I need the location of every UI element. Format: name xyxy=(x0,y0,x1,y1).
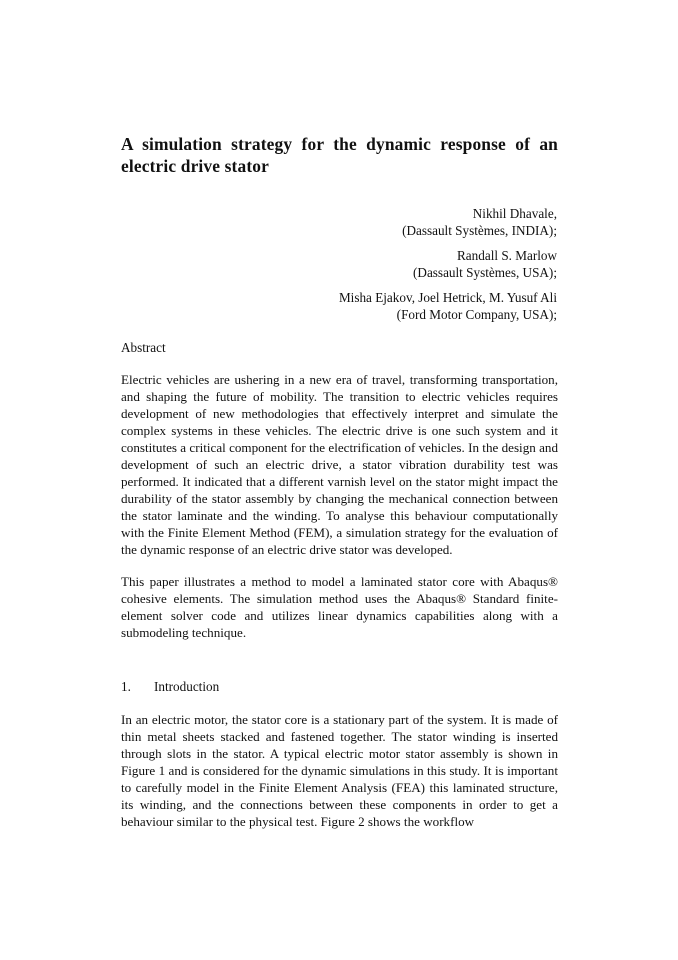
author-block xyxy=(257,247,557,281)
author-affiliation: (Ford Motor Company, USA); xyxy=(396,307,557,322)
author-names: Nikhil Dhavale, xyxy=(472,206,557,221)
abstract-paragraph: Electric vehicles are ushering in a new era of travel, transforming transportation, and shaping the future of mobility. The transition to electric vehicles requires development of new methodologies that effectively interpret and simulate the complex systems in these vehicles. The electric drive is one such system and it constitutes a critical component for the electrification of vehicles. In the design and development of such an electric drive, a stator vibration durability test was performed. It indicated that a different varnish level on the stator might impact the durability of the stator assembly by changing the mechanical connection between the stator laminate and the winding. To analyse this behaviour computationally with the Finite Element Method (FEM), a simulation strategy for the evaluation of the dynamic response of an electric drive stator was developed. xyxy=(121,372,558,557)
author-block xyxy=(257,205,557,239)
section-number: 1. xyxy=(121,679,131,694)
abstract-paragraph: This paper illustrates a method to model a laminated stator core with Abaqus® cohesive elements. The simulation method uses the Abaqus® Standard finite-element solver code and utilizes linear dynamics capabilities along with a submodeling technique. xyxy=(121,574,558,640)
author-affiliation: (Dassault Systèmes, INDIA); xyxy=(402,223,557,238)
author-names: Randall S. Marlow xyxy=(457,248,557,263)
section-paragraph: In an electric motor, the stator core is a stationary part of the system. It is made of thin metal sheets stacked and fastened together. The stator winding is inserted through slots in the stator. A typical electric motor stator assembly is shown in Figure 1 and is considered for the dynamic simulations in this study. It is important to carefully model in the Finite Element Analysis (FEA) this laminated structure, its winding, and the connections between these components in order to get a behaviour similar to the physical test. Figure 2 shows the workflow xyxy=(121,712,558,829)
paper-title: A simulation strategy for the dynamic response of an electric drive stator xyxy=(121,134,558,176)
author-names: Misha Ejakov, Joel Hetrick, M. Yusuf Ali xyxy=(338,290,557,305)
section-title: Introduction xyxy=(154,679,220,694)
author-block xyxy=(257,289,557,323)
author-list xyxy=(257,205,557,331)
section-heading xyxy=(121,679,219,695)
abstract-heading: Abstract xyxy=(121,340,166,355)
author-affiliation: (Dassault Systèmes, USA); xyxy=(413,265,557,280)
